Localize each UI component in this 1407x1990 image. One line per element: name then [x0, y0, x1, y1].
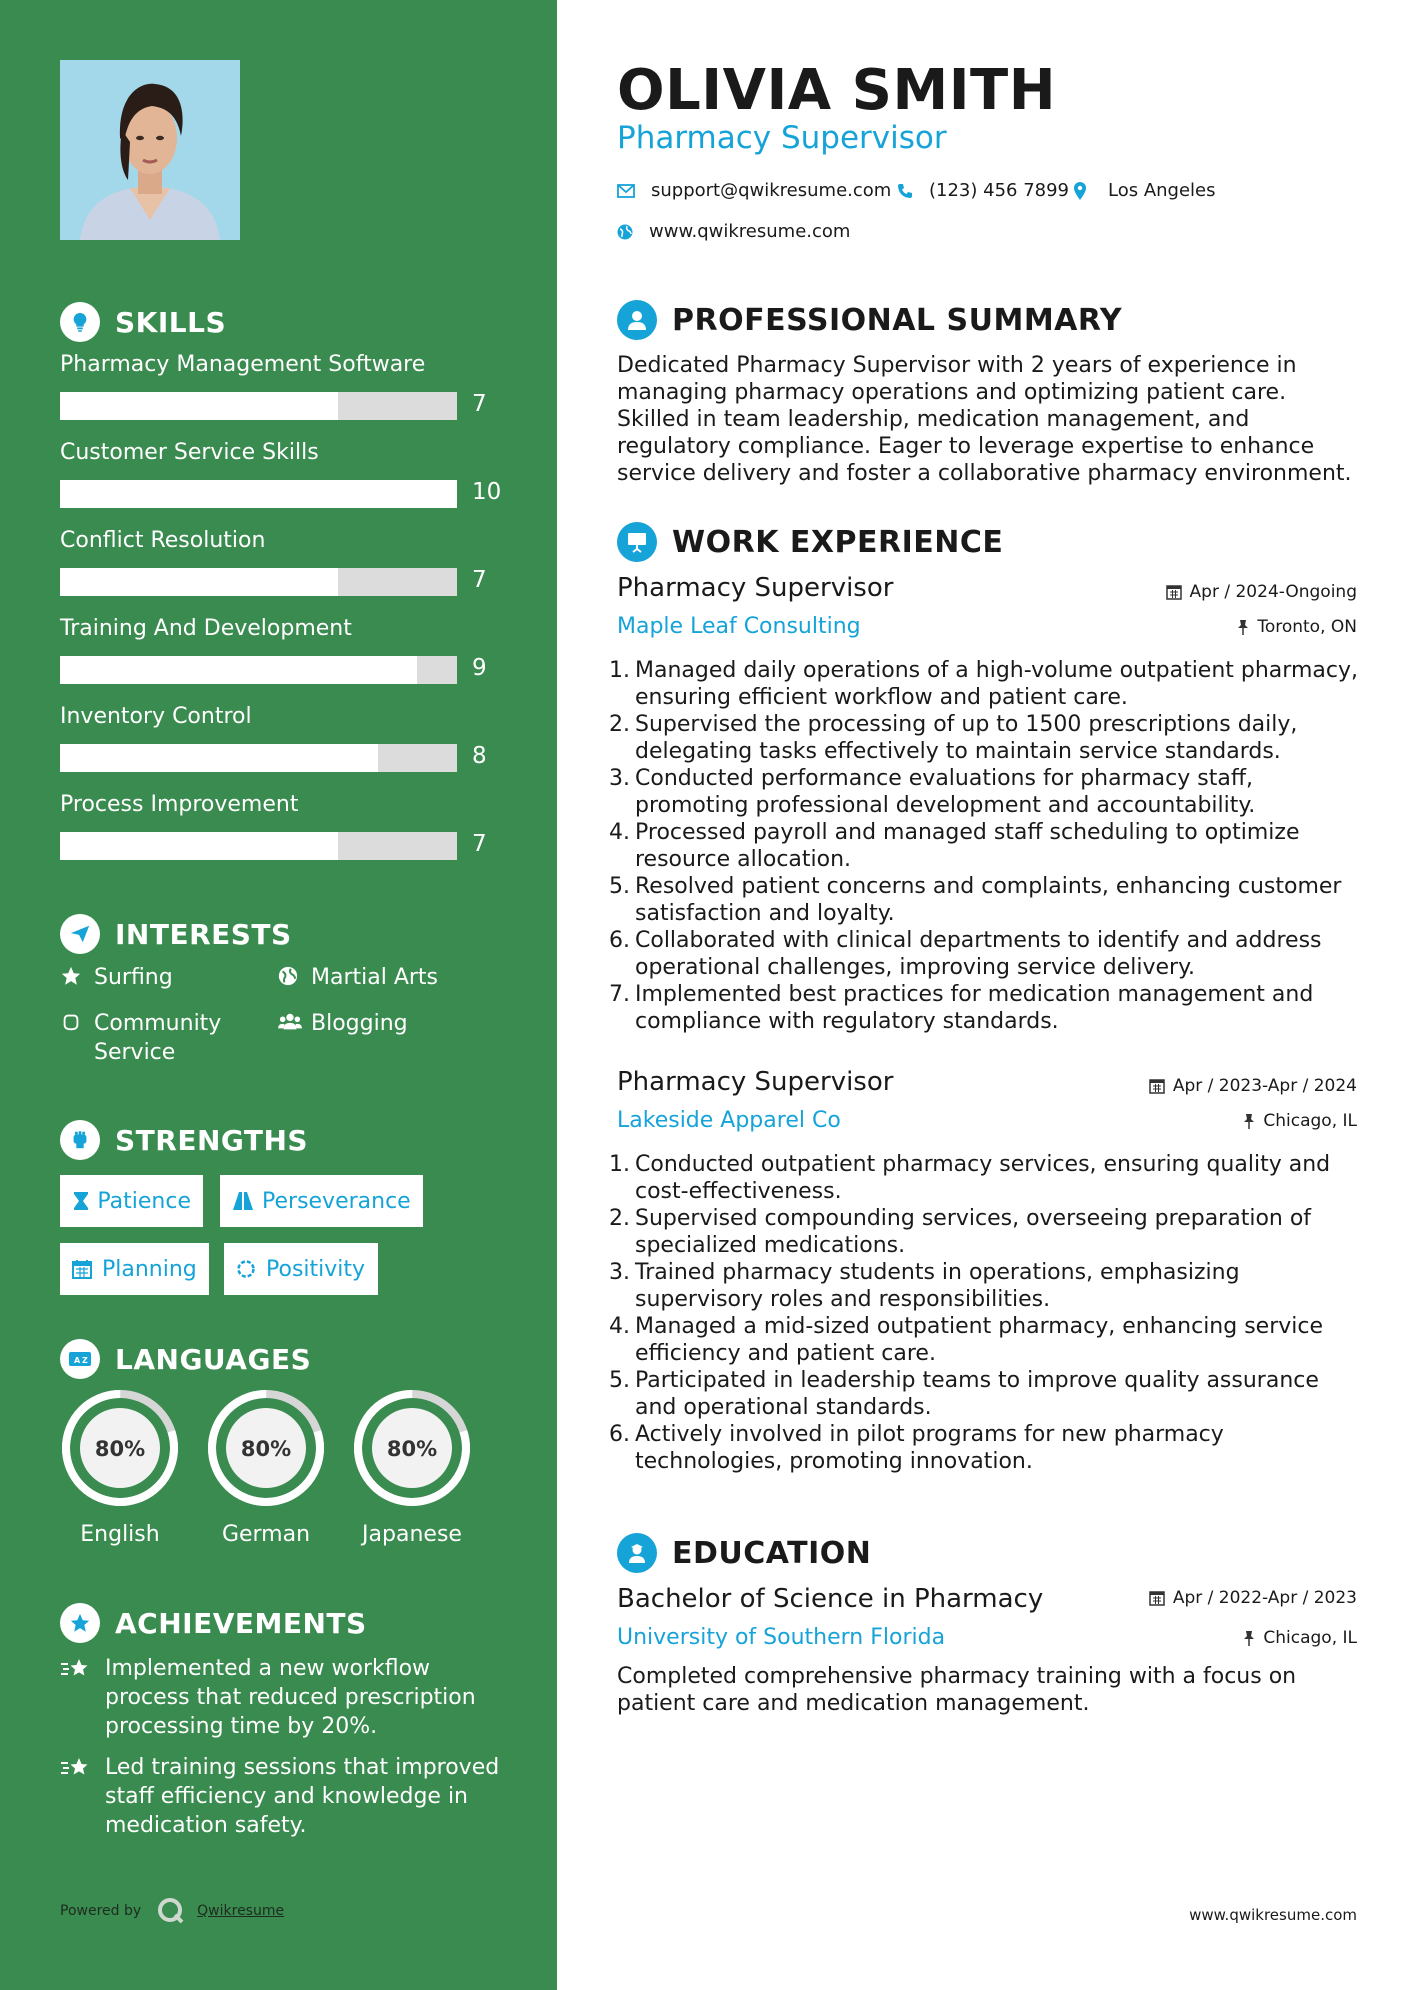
globe-icon: [277, 963, 311, 995]
shooting-star-icon: [60, 1753, 105, 1789]
skill-bar-fill: [60, 480, 457, 508]
presentation-icon: [617, 522, 657, 562]
achievements-title: ACHIEVEMENTS: [115, 1606, 367, 1640]
strengths-heading: [60, 1120, 308, 1160]
language-icon: [60, 1339, 100, 1379]
map-marker-icon: [1074, 182, 1086, 200]
website-contact[interactable]: [617, 221, 850, 242]
achievement-text: Implemented a new workflow process that reduced prescription processing time by 20%.: [105, 1656, 476, 1739]
skill-bar: [60, 392, 457, 420]
globe-icon: [617, 224, 633, 240]
skill-value: 7: [472, 831, 487, 857]
pin-icon: [1237, 619, 1249, 635]
job-dates: [1166, 582, 1357, 602]
job-bullet: 1. Conducted outpatient pharmacy services, ensuring quality and cost-effectiveness.: [609, 1152, 1331, 1204]
job-company: Lakeside Apparel Co: [617, 1108, 841, 1133]
interest-item: [60, 963, 173, 995]
road-icon: [232, 1192, 262, 1210]
education-location: [1243, 1628, 1357, 1648]
job-bullet: 3. Conducted performance evaluations for pharmacy staff, promoting professional development and accountability.: [609, 766, 1256, 818]
email-contact[interactable]: [617, 180, 891, 201]
summary-title: PROFESSIONAL SUMMARY: [672, 302, 1123, 338]
achievement-item: [60, 1654, 500, 1741]
skill-bar: [60, 568, 457, 596]
strength-label: Planning: [102, 1256, 197, 1282]
education-title: EDUCATION: [672, 1535, 872, 1571]
skill-name: Process Improvement: [60, 792, 299, 817]
skills-heading: [60, 302, 226, 342]
achievements-heading: [60, 1603, 367, 1643]
candidate-name: OLIVIA SMITH: [617, 58, 1057, 123]
education-dates-text: Apr / 2022-Apr / 2023: [1172, 1588, 1357, 1608]
location-contact: [1074, 180, 1216, 201]
shooting-star-icon: [60, 1654, 105, 1690]
summary-heading: [617, 300, 1122, 340]
experience-title: WORK EXPERIENCE: [672, 524, 1004, 560]
skill-name: Customer Service Skills: [60, 440, 319, 465]
job-bullets: [609, 657, 1362, 1035]
skills-title: SKILLS: [115, 305, 227, 339]
strengths-title: STRENGTHS: [115, 1123, 309, 1157]
job-dates: [1149, 1076, 1357, 1096]
lightbulb-icon: [60, 302, 100, 342]
job-bullet: 6. Actively involved in pilot programs for new pharmacy technologies, promoting innovation.: [609, 1422, 1224, 1474]
strength-badge: [60, 1175, 203, 1227]
sidebar: [0, 0, 557, 1990]
language-name: English: [80, 1522, 160, 1547]
envelope-icon: [617, 184, 635, 198]
skill-bar-fill: [60, 744, 378, 772]
powered-by-label: Powered by: [60, 1903, 142, 1919]
interests-heading: [60, 914, 292, 954]
interest-label: Surfing: [94, 965, 173, 990]
skill-value: 10: [472, 479, 502, 505]
interest-label: Martial Arts: [311, 965, 439, 990]
job-bullet: 7. Implemented best practices for medication management and compliance with regulatory standards.: [609, 982, 1314, 1034]
languages-title: LANGUAGES: [115, 1342, 312, 1376]
experience-heading: [617, 522, 1003, 562]
skill-bar: [60, 744, 457, 772]
footer-website[interactable]: www.qwikresume.com: [1189, 1906, 1357, 1924]
job-company: Maple Leaf Consulting: [617, 614, 861, 639]
job-location-text: Toronto, ON: [1257, 617, 1357, 637]
job-bullet: 5. Resolved patient concerns and complaints, enhancing customer satisfaction and loyalty.: [609, 874, 1342, 926]
phone-contact[interactable]: [897, 180, 1069, 201]
hourglass-icon: [72, 1191, 97, 1211]
skill-bar-fill: [60, 832, 338, 860]
strength-label: Perseverance: [262, 1188, 411, 1214]
language-name: German: [221, 1522, 311, 1547]
award-star-icon: [60, 1603, 100, 1643]
job-location-text: Chicago, IL: [1263, 1111, 1357, 1131]
strength-label: Positivity: [266, 1256, 366, 1282]
language-ring: [350, 1386, 474, 1514]
education-description: Completed comprehensive pharmacy training with a focus on patient care and medication management.: [617, 1664, 1297, 1716]
job-bullet: 4. Processed payroll and managed staff scheduling to optimize resource allocation.: [609, 820, 1300, 872]
languages-heading: [60, 1339, 311, 1379]
interest-label: Blogging: [311, 1011, 408, 1036]
skill-bar: [60, 480, 457, 508]
job-location: [1243, 1111, 1357, 1131]
language-ring: [204, 1386, 328, 1514]
phone-text: (123) 456 7899: [929, 180, 1070, 201]
interest-item: [60, 1009, 250, 1067]
circle-notch-icon: [236, 1259, 266, 1279]
hand-icon: [60, 1009, 94, 1041]
achievement-item: [60, 1753, 500, 1840]
users-icon: [277, 1009, 311, 1041]
qwikresume-link[interactable]: Qwikresume: [197, 1903, 285, 1919]
skill-value: 9: [472, 655, 487, 681]
location-text: Los Angeles: [1108, 180, 1216, 201]
calendar-icon: [1149, 1078, 1165, 1094]
main-content: [557, 0, 1407, 1990]
education-school: University of Southern Florida: [617, 1625, 946, 1650]
language-percent: 80%: [94, 1437, 146, 1461]
education-location-text: Chicago, IL: [1263, 1628, 1357, 1648]
profile-photo: [60, 60, 240, 240]
skill-name: Pharmacy Management Software: [60, 352, 426, 377]
svg-text:A: A: [74, 1356, 81, 1365]
phone-icon: [897, 183, 913, 199]
skill-bar-fill: [60, 568, 338, 596]
skill-name: Inventory Control: [60, 704, 252, 729]
calendar-icon: [1166, 584, 1182, 600]
summary-text: Dedicated Pharmacy Supervisor with 2 years of experience in managing pharmacy operations and optimizing patient care. Skilled in team leadership, medication management, and regulatory compliance. Eager to leverage expertise to enhance service delivery and foster a collaborative pharmacy environment.: [617, 353, 1352, 486]
interest-item: [277, 1009, 408, 1041]
skill-bar: [60, 656, 457, 684]
job-bullet: 4. Managed a mid-sized outpatient pharmacy, enhancing service efficiency and patient care.: [609, 1314, 1324, 1366]
job-dates-text: Apr / 2023-Apr / 2024: [1172, 1076, 1357, 1096]
interest-item: [277, 963, 438, 995]
website-text: www.qwikresume.com: [649, 221, 851, 242]
strength-label: Patience: [97, 1188, 191, 1214]
fist-icon: [60, 1120, 100, 1160]
job-bullets: [609, 1151, 1362, 1475]
skill-bar-fill: [60, 656, 417, 684]
graduate-icon: [617, 1533, 657, 1573]
education-degree: Bachelor of Science in Pharmacy: [617, 1584, 1044, 1614]
calendar-icon: [1149, 1590, 1165, 1606]
skill-bar: [60, 832, 457, 860]
skill-name: Conflict Resolution: [60, 528, 266, 553]
strength-badge: [224, 1243, 378, 1295]
skill-name: Training And Development: [60, 616, 352, 641]
job-bullet: 3. Trained pharmacy students in operations, emphasizing supervisory roles and responsibilities.: [609, 1260, 1240, 1312]
email-text: support@qwikresume.com: [651, 180, 892, 201]
svg-text:Z: Z: [82, 1356, 88, 1365]
skill-value: 8: [472, 743, 487, 769]
job-bullet: 2. Supervised compounding services, overseeing preparation of specialized medications.: [609, 1206, 1312, 1258]
strength-badge: [220, 1175, 423, 1227]
job-bullet: 6. Collaborated with clinical departments to identify and address operational challenges, improving service delivery.: [609, 928, 1322, 980]
pin-icon: [1243, 1630, 1255, 1646]
strength-badge: [60, 1243, 209, 1295]
calendar-icon: [72, 1259, 102, 1279]
job-bullet: 1. Managed daily operations of a high-volume outpatient pharmacy, ensuring efficient workflow and patient care.: [609, 658, 1358, 710]
interest-label: Community Service: [94, 1011, 222, 1065]
education-dates: [1149, 1588, 1357, 1608]
achievement-text: Led training sessions that improved staff efficiency and knowledge in medication safety.: [105, 1755, 500, 1838]
pin-icon: [1243, 1113, 1255, 1129]
user-icon: [617, 300, 657, 340]
education-heading: [617, 1533, 871, 1573]
star-icon: [60, 963, 94, 995]
skill-value: 7: [472, 567, 487, 593]
job-location: [1237, 617, 1357, 637]
skill-bar-fill: [60, 392, 338, 420]
qwikresume-logo-icon: [157, 1897, 185, 1925]
powered-by: [60, 1897, 284, 1925]
job-role: Pharmacy Supervisor: [617, 573, 894, 603]
language-name: Japanese: [362, 1522, 462, 1547]
skill-value: 7: [472, 391, 487, 417]
interests-title: INTERESTS: [115, 917, 292, 951]
job-dates-text: Apr / 2024-Ongoing: [1189, 582, 1357, 602]
language-percent: 80%: [240, 1437, 292, 1461]
language-percent: 80%: [386, 1437, 438, 1461]
language-ring: [58, 1386, 182, 1514]
paper-plane-icon: [60, 914, 100, 954]
job-bullet: 5. Participated in leadership teams to improve quality assurance and operational standards.: [609, 1368, 1319, 1420]
candidate-title: Pharmacy Supervisor: [617, 120, 947, 156]
job-bullet: 2. Supervised the processing of up to 1500 prescriptions daily, delegating tasks effectively to maintain service standards.: [609, 712, 1298, 764]
job-role: Pharmacy Supervisor: [617, 1067, 894, 1097]
